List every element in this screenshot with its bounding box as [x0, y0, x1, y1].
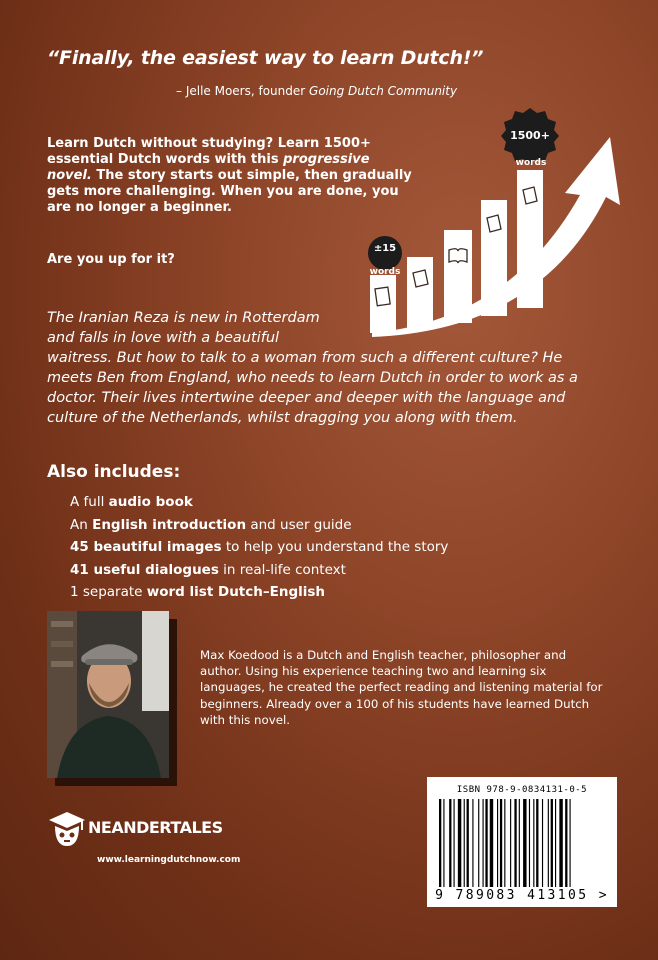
barcode-bar — [458, 799, 461, 887]
barcode-bar — [467, 799, 469, 887]
also-includes-title: Also includes: — [47, 462, 181, 482]
progress-bar-2 — [407, 257, 433, 329]
story-line-1: The Iranian Reza is new in Rotterdam — [47, 310, 320, 326]
graduation-cap-skull-icon — [47, 810, 87, 848]
intro-text-1: Learn Dutch without studying? Learn 1500+ essential Dutch words with this — [47, 136, 371, 167]
includes-item-introduction: An English introduction and user guide — [70, 516, 352, 533]
barcode-bar — [533, 799, 534, 887]
publisher-logo-text — [88, 818, 223, 837]
barcode-bar — [510, 799, 511, 887]
story-rest: waitress. But how to talk to a woman from such a different culture? He meets Ben from England, who needs to learn Dutch in order to work as a doctor. Their lives intertwine deeper and deeper with the language and culture of the Netherlands, whilst dragging you along with them. — [47, 350, 578, 426]
includes-item-audio: A full audio book — [70, 494, 193, 510]
isbn-barcode — [427, 777, 617, 907]
includes-item-images: 45 beautiful images to help you understand the story — [70, 539, 449, 555]
end-unit: words — [515, 158, 547, 168]
includes-list — [70, 491, 448, 604]
barcode-bar — [439, 799, 441, 887]
barcode-bars — [439, 799, 605, 887]
barcode-bar — [478, 799, 479, 887]
barcode-bar — [504, 799, 505, 887]
includes-item-word-list: 1 separate word list Dutch–English — [70, 584, 326, 600]
intro-text-2: The story starts out simple, then gradually gets more challenging. When you are done, you are no longer a beginner. — [47, 168, 412, 215]
barcode-bar — [514, 799, 516, 887]
attribution-name: – Jelle Moers, founder — [176, 84, 310, 98]
cover-quote: “Finally, the easiest way to learn Dutch!” — [47, 47, 484, 69]
barcode-bar — [464, 799, 465, 887]
barcode-bar — [472, 799, 473, 887]
barcode-bar — [483, 799, 484, 887]
barcode-bar — [523, 799, 526, 887]
attribution-org: Going Dutch Community — [309, 84, 458, 98]
barcode-bar — [497, 799, 498, 887]
author-portrait — [47, 611, 169, 778]
ean-number: 9 789083 413105 > — [435, 888, 609, 903]
start-count: ±15 — [373, 243, 397, 254]
barcode-bar — [443, 799, 444, 887]
barcode-bar — [555, 799, 556, 887]
barcode-bar — [519, 799, 520, 887]
quote-attribution — [176, 84, 457, 98]
author-photo — [47, 611, 169, 778]
logo-part-1: NEANDER — [88, 818, 171, 837]
barcode-bar — [570, 799, 571, 887]
barcode-bar — [449, 799, 451, 887]
barcode-bar — [500, 799, 502, 887]
barcode-bar — [551, 799, 553, 887]
barcode-bar — [559, 799, 562, 887]
intro-emphasis: progressive novel. — [47, 152, 370, 183]
story-line-2: and falls in love with a beautiful — [47, 330, 280, 346]
barcode-bar — [454, 799, 455, 887]
isbn-text: ISBN 978-9-0834131-0-5 — [456, 785, 588, 795]
includes-item-dialogues: 41 useful dialogues in real-life context — [70, 561, 346, 578]
start-unit: words — [369, 267, 401, 277]
barcode-bar — [529, 799, 530, 887]
barcode-bar — [536, 799, 538, 887]
barcode-bar — [485, 799, 487, 887]
progress-graphic — [360, 105, 640, 340]
barcode-bar — [565, 799, 567, 887]
website-url: www.learningdutchnow.com — [97, 855, 241, 865]
end-count: 1500+ — [510, 129, 550, 142]
author-bio: Max Koedood is a Dutch and English teacher, philosopher and author. Using his experience teaching two and learning six languages, he created the perfect reading and listening material for beginners. Already over a 100 of his students have learned Dutch with this novel. — [200, 648, 603, 727]
barcode-bar — [542, 799, 543, 887]
barcode-bar — [548, 799, 549, 887]
logo-part-2: TALES — [170, 818, 223, 837]
barcode-bar — [490, 799, 493, 887]
progress-bar-1 — [370, 275, 396, 333]
call-to-action: Are you up for it? — [47, 252, 175, 267]
